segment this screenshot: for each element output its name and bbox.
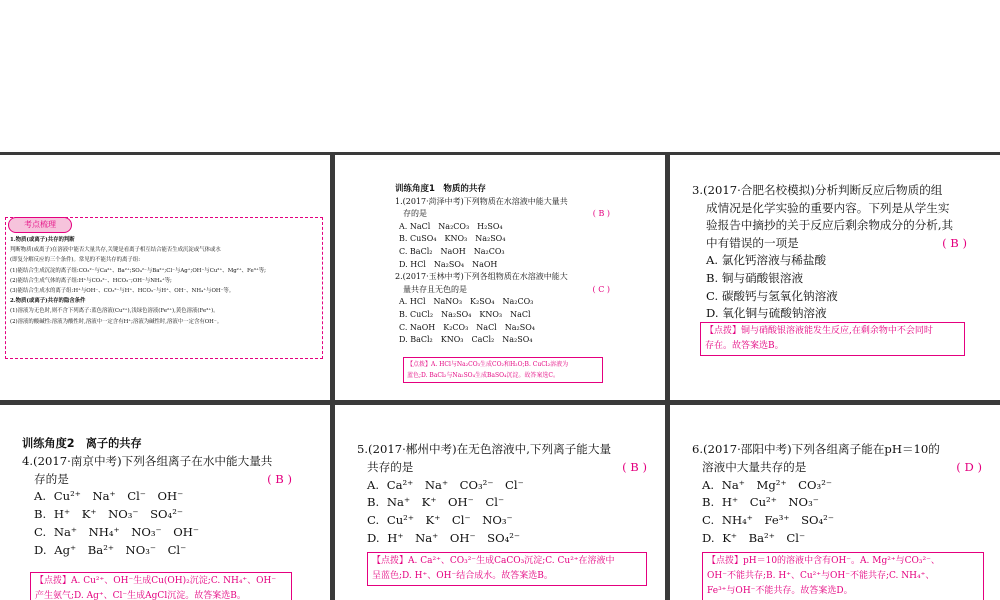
- question-5-stem-row: [357, 459, 647, 477]
- question-3-stem: 成情况是化学实验的重要内容。下列是从学生实: [706, 200, 950, 215]
- question-2-answer: ( C ): [592, 284, 610, 294]
- slide3-content: [692, 182, 967, 323]
- question-6-stem: 6.(2017·邵阳中考)下列各组离子能在pH＝10的: [692, 442, 940, 456]
- knowledge-line: (3)能结合生成水的离子组:H⁺与OH⁻、CO₃²⁻与H⁺、HCO₃⁻与H⁺、OH⁻、NH₄⁺与OH⁻等。: [10, 288, 235, 295]
- option: B. 铜与硝酸银溶液: [706, 270, 804, 285]
- knowledge-line: (1)溶液为无色时,则不含下列离子:蓝色溶液(Cu²⁺),浅绿色溶液(Fe²⁺),黄色溶液(Fe³⁺)。: [10, 308, 219, 315]
- option: B. CuCl₂ Na₂SO₄ KNO₃ NaCl: [399, 309, 531, 319]
- hint-box: [702, 552, 984, 600]
- question-4-stem-end: 存的是: [34, 471, 69, 486]
- section-title: 训练角度1 物质的共存: [395, 184, 486, 194]
- option: C. NaOH K₂CO₃ NaCl Na₂SO₄: [399, 322, 535, 332]
- question-1-stem-row: [395, 208, 610, 221]
- option: B. H⁺ Cu²⁺ NO₃⁻: [702, 495, 819, 510]
- question-2-stem-end: 量共存且无色的是: [403, 284, 467, 294]
- question-5-stem-end: 共存的是: [367, 459, 414, 474]
- knowledge-line: 判断物质(或离子)在溶液中能否大量共存,关键是看离子相互结合能否生成沉淀或气体或水: [10, 247, 221, 254]
- option: C. Na⁺ NH₄⁺ NO₃⁻ OH⁻: [34, 524, 199, 539]
- option: D. BaCl₂ KNO₃ CaCl₂ Na₂SO₄: [399, 335, 533, 345]
- slide5-content: [357, 441, 647, 548]
- hint-line: 【点拨】铜与硝酸银溶液能发生反应,在剩余物中不会同时: [705, 326, 933, 336]
- hint-line: 【点拨】A. HCl与Na₂CO₃生成CO₂和H₂O;B. CuCl₂溶液为: [407, 361, 569, 368]
- question-4-stem: 4.(2017·南京中考)下列各组离子在水中能大量共: [22, 453, 273, 468]
- hint-line: 蓝色;D. BaCl₂与Na₂SO₄生成BaSO₄沉淀。故答案选C。: [407, 372, 560, 379]
- blank-top-area: [0, 0, 1000, 152]
- hint-line: 产生氨气;D. Ag⁺、Cl⁻生成AgCl沉淀。故答案选B。: [35, 591, 246, 600]
- option: A. Ca²⁺ Na⁺ CO₃²⁻ Cl⁻: [367, 477, 524, 492]
- knowledge-line: (2)溶液的酸碱性:溶液为酸性时,溶液中一定含有H⁺;溶液为碱性时,溶液中一定含有OH⁻。: [10, 318, 223, 325]
- hint-line: 【点拨】A. Cu²⁺、OH⁻生成Cu(OH)₂沉淀;C. NH₄⁺、OH⁻: [35, 576, 277, 586]
- option: D. 氧化铜与硫酸钠溶液: [706, 306, 827, 321]
- hint-box: [403, 357, 603, 383]
- option: A. Na⁺ Mg²⁺ CO₃²⁻: [702, 477, 832, 492]
- knowledge-line: (即复分解反应的三个条件)。常见的不能共存的离子组:: [10, 257, 141, 264]
- slide2-content: [395, 183, 610, 347]
- option: D. K⁺ Ba²⁺ Cl⁻: [702, 530, 806, 545]
- slide-question-4[interactable]: [0, 405, 330, 600]
- question-4-answer: ( B ): [267, 471, 292, 486]
- question-3-stem: 3.(2017·合肥名校模拟)分析判断反应后物质的组: [692, 183, 943, 197]
- hint-box: [367, 552, 647, 586]
- question-3-answer: ( B ): [942, 235, 967, 250]
- option: C. BaCl₂ NaOH Na₂CO₃: [399, 246, 505, 256]
- question-5-stem: 5.(2017·郴州中考)在无色溶液中,下列离子能大量: [357, 442, 612, 456]
- question-2-stem-row: [395, 284, 610, 297]
- question-4-stem-row: [22, 471, 292, 489]
- question-3-stem-row: [692, 235, 967, 253]
- hint-line: Fe³⁺与OH⁻不能共存。故答案选D。: [707, 586, 853, 596]
- slide-knowledge-summary[interactable]: [0, 155, 330, 400]
- question-1-answer: ( B ): [592, 209, 610, 219]
- slide-question-6[interactable]: [670, 405, 1000, 600]
- section-title: 训练角度2 离子的共存: [22, 437, 142, 450]
- hint-line: OH⁻不能共存;B. H⁺、Cu²⁺与OH⁻不能共存;C. NH₄⁺、: [707, 571, 935, 581]
- hint-box: [30, 572, 292, 600]
- hint-line: 【点拨】pH＝10的溶液中含有OH⁻。A. Mg²⁺与CO₃²⁻、: [707, 556, 940, 566]
- option: D. H⁺ Na⁺ OH⁻ SO₄²⁻: [367, 530, 521, 545]
- option: A. HCl NaNO₃ K₂SO₄ Na₂CO₃: [399, 297, 534, 307]
- option: A. 氯化钙溶液与稀盐酸: [706, 253, 827, 268]
- question-5-answer: ( B ): [622, 459, 647, 474]
- knowledge-line: (2)能结合生成气体的离子组:H⁺与CO₃²⁻、HCO₃⁻;OH⁻与NH₄⁺等;: [10, 277, 172, 284]
- question-3-stem-end: 中有错误的一项是: [706, 235, 799, 250]
- knowledge-line: 2.物质(或离子)共存的隐含条件: [10, 298, 86, 305]
- question-1-stem: 1.(2017·菏泽中考)下列物质在水溶液中能大量共: [395, 196, 568, 206]
- question-6-stem-row: [692, 459, 982, 477]
- hint-box: [700, 322, 965, 356]
- option: B. H⁺ K⁺ NO₃⁻ SO₄²⁻: [34, 507, 183, 522]
- knowledge-line: 1.物质(或离子)共存的判断: [10, 237, 75, 243]
- option: B. Na⁺ K⁺ OH⁻ Cl⁻: [367, 495, 505, 510]
- knowledge-line: (1)能结合生成沉淀的离子组:CO₃²⁻与Ca²⁺、Ba²⁺;SO₄²⁻与Ba²⁺;Cl⁻与Ag⁺;OH⁻与Cu²⁺、Mg²⁺、Fe³⁺等;: [10, 267, 266, 274]
- slide4-content: [22, 435, 292, 560]
- question-2-stem: 2.(2017·玉林中考)下列各组物质在水溶液中能大: [395, 272, 568, 282]
- option: A. NaCl Na₂CO₃ H₂SO₄: [399, 221, 503, 231]
- hint-line: 存在。故答案选B。: [705, 341, 784, 351]
- knowledge-badge: 考点梳理: [8, 217, 72, 233]
- option: A. Cu²⁺ Na⁺ Cl⁻ OH⁻: [34, 489, 184, 504]
- option: D. Ag⁺ Ba²⁺ NO₃⁻ Cl⁻: [34, 542, 187, 557]
- slide-question-5[interactable]: [335, 405, 665, 600]
- hint-line: 【点拨】A. Ca²⁺、CO₃²⁻生成CaCO₃沉淀;C. Cu²⁺在溶液中: [372, 556, 615, 566]
- slide-substance-coexistence[interactable]: [335, 155, 665, 400]
- question-3-stem: 验报告中摘抄的关于反应后剩余物成分的分析,其: [706, 218, 954, 233]
- slide6-content: [692, 441, 982, 548]
- slide-question-3[interactable]: [670, 155, 1000, 400]
- option: C. NH₄⁺ Fe³⁺ SO₄²⁻: [702, 513, 834, 528]
- option: B. CuSO₄ KNO₃ Na₂SO₄: [399, 234, 506, 244]
- question-1-stem-end: 存的是: [403, 209, 427, 219]
- question-6-stem-end: 溶液中大量共存的是: [702, 459, 807, 474]
- option: C. Cu²⁺ K⁺ Cl⁻ NO₃⁻: [367, 513, 513, 528]
- hint-line: 呈蓝色;D. H⁺、OH⁻结合成水。故答案选B。: [372, 571, 553, 581]
- option: C. 碳酸钙与氢氧化钠溶液: [706, 288, 838, 303]
- option: D. HCl Na₂SO₄ NaOH: [399, 259, 498, 269]
- knowledge-text: [10, 235, 322, 327]
- question-6-answer: ( D ): [956, 459, 982, 474]
